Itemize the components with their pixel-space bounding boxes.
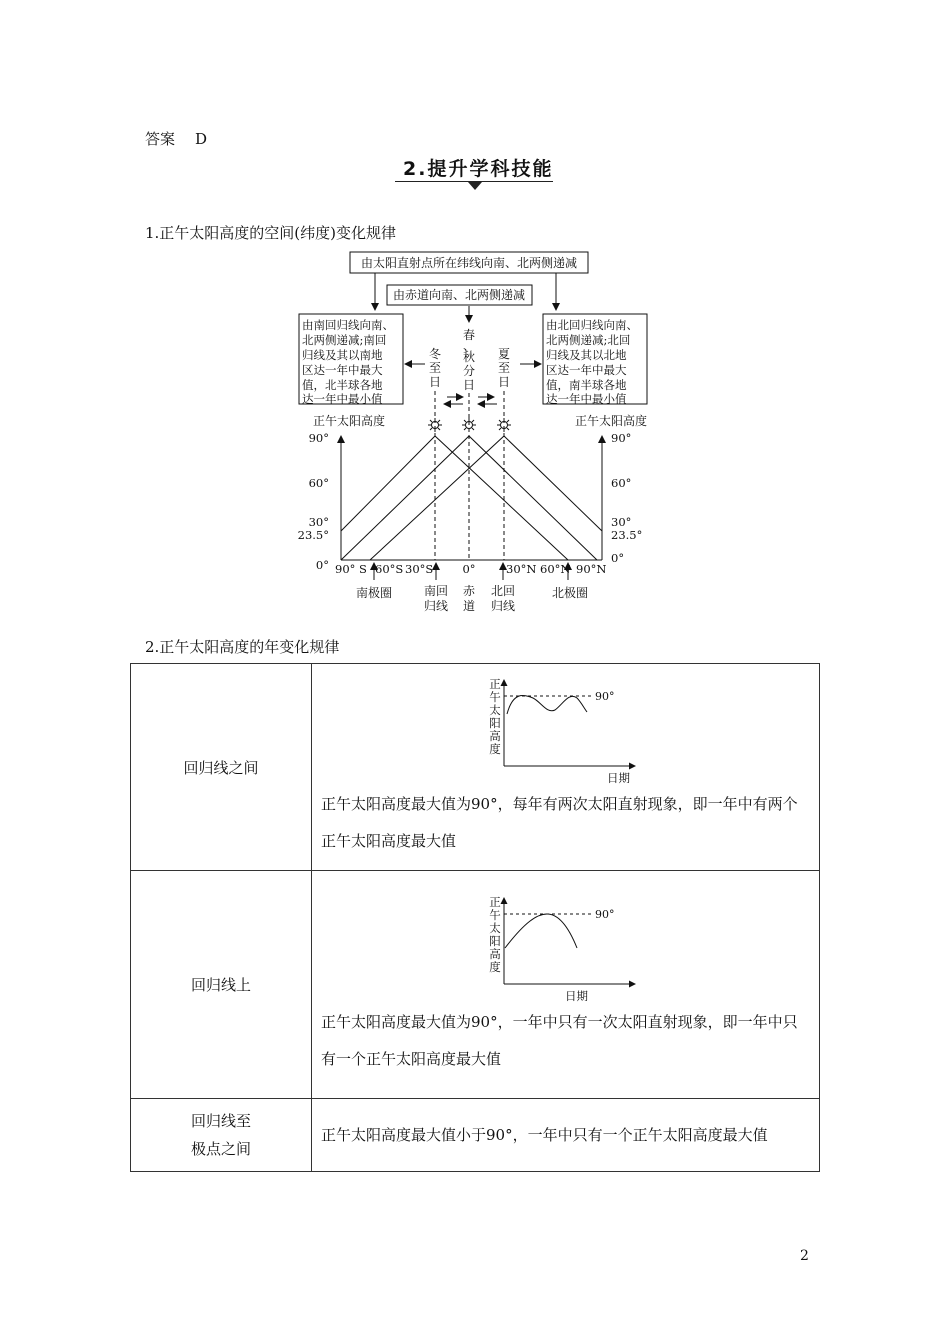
left-box-text [302, 318, 394, 406]
svg-text:高: 高 [489, 729, 501, 743]
axis-title-left: 正午太阳高度 [313, 414, 386, 428]
svg-text:归线: 归线 [490, 599, 516, 613]
svg-text:90°N: 90°N [576, 562, 607, 576]
summer-solstice-label [498, 347, 510, 389]
axis-title-right: 正午太阳高度 [575, 414, 648, 428]
svg-text:秋: 秋 [462, 350, 476, 364]
svg-text:值，北半球各地: 值，北半球各地 [302, 378, 383, 392]
annual-variation-table [130, 663, 820, 1172]
svg-text:冬: 冬 [428, 347, 442, 361]
svg-text:分: 分 [462, 364, 476, 378]
svg-text:南回: 南回 [423, 584, 449, 598]
svg-text:阳: 阳 [489, 716, 501, 730]
svg-text:30°N: 30°N [506, 562, 537, 576]
svg-text:90° S: 90° S [335, 562, 367, 576]
region-cell: 回归线至 极点之间 [131, 1099, 312, 1172]
mid-box-text: 由赤道向南、北两侧递减 [392, 288, 526, 302]
right-box-text [546, 318, 638, 406]
svg-text:南极圈: 南极圈 [355, 586, 393, 600]
svg-text:60°: 60° [611, 476, 632, 490]
annual-chart-on-tropic [485, 892, 645, 1004]
svg-text:由南回归线向南、: 由南回归线向南、 [302, 318, 394, 332]
svg-text:由北回归线向南、: 由北回归线向南、 [546, 318, 638, 332]
noon-altitude-lines [341, 436, 602, 560]
description-cell [312, 871, 820, 1099]
region-cell: 回归线之间 [131, 664, 312, 871]
svg-text:春: 春 [462, 328, 476, 342]
svg-text:日: 日 [462, 378, 476, 392]
answer-value: D [195, 130, 208, 148]
description-text: 正午太阳高度最大值小于90°，一年中只有一个正午太阳高度最大值 [321, 1126, 768, 1144]
svg-text:北回: 北回 [490, 584, 516, 598]
svg-text:日: 日 [428, 375, 442, 389]
svg-text:、: 、 [462, 339, 476, 353]
svg-text:日期: 日期 [565, 988, 588, 1003]
annual-chart-between-tropics [485, 674, 645, 786]
dashed-guides [435, 391, 504, 560]
svg-text:90°: 90° [595, 690, 615, 703]
svg-text:北极圈: 北极圈 [551, 586, 589, 600]
svg-text:午: 午 [489, 907, 501, 922]
top-box-text: 由太阳直射点所在纬线向南、北两侧递减 [360, 256, 578, 270]
svg-text:日: 日 [497, 375, 511, 389]
svg-text:至: 至 [497, 361, 511, 375]
svg-text:归线及其以北地: 归线及其以北地 [546, 348, 627, 362]
svg-text:23.5°: 23.5° [297, 528, 329, 542]
svg-text:23.5°: 23.5° [611, 528, 643, 542]
svg-text:90°: 90° [595, 907, 615, 921]
svg-text:午: 午 [489, 690, 501, 704]
svg-text:道: 道 [462, 599, 476, 613]
description-text: 正午太阳高度最大值为90°，每年有两次太阳直射现象，即一年中有两个正午太阳高度最大值 [321, 795, 798, 850]
page-number: 2 [800, 1248, 809, 1264]
left-y-ticks [298, 431, 329, 572]
svg-text:阳: 阳 [489, 933, 501, 948]
heading-annual-variation: 2.正午太阳高度的年变化规律 [145, 638, 340, 656]
svg-text:区达一年中最大: 区达一年中最大 [302, 363, 383, 377]
svg-text:太: 太 [489, 920, 501, 935]
svg-text:0°: 0° [462, 562, 476, 576]
table-row [131, 871, 820, 1099]
heading-spatial-variation: 1.正午太阳高度的空间(纬度)变化规律 [145, 224, 397, 242]
svg-text:赤: 赤 [462, 584, 476, 598]
description-cell [312, 664, 820, 871]
table-row [131, 1099, 820, 1172]
x-ticks [335, 562, 606, 576]
bottom-labels [356, 583, 588, 613]
svg-text:30°: 30° [611, 515, 632, 529]
equinox-label [463, 328, 475, 392]
svg-text:夏: 夏 [497, 347, 511, 361]
svg-text:北两侧递减;南回: 北两侧递减;南回 [302, 333, 387, 347]
svg-text:0°: 0° [611, 551, 625, 565]
svg-text:区达一年中最大: 区达一年中最大 [546, 363, 627, 377]
svg-text:正: 正 [489, 677, 501, 691]
svg-text:正: 正 [489, 894, 501, 909]
svg-text:0°: 0° [315, 558, 329, 572]
table-row [131, 664, 820, 871]
svg-text:30°S: 30°S [405, 562, 434, 576]
right-y-ticks [611, 431, 642, 565]
svg-text:达一年中最小值: 达一年中最小值 [546, 392, 627, 406]
winter-solstice-label [429, 346, 441, 389]
svg-text:太: 太 [489, 703, 501, 717]
svg-text:日期: 日期 [607, 771, 630, 785]
svg-text:60°: 60° [308, 476, 329, 490]
svg-text:90°: 90° [308, 431, 329, 445]
svg-text:度: 度 [489, 742, 501, 756]
svg-text:高: 高 [489, 946, 501, 961]
description-text: 正午太阳高度最大值为90°，一年中只有一次太阳直射现象，即一年中只有一个正午太阳高度最大值 [321, 1012, 798, 1068]
svg-text:达一年中最小值: 达一年中最小值 [302, 392, 383, 406]
svg-text:90°: 90° [611, 431, 632, 445]
region-cell: 回归线上 [131, 871, 312, 1099]
answer-label: 答案 [145, 130, 176, 148]
svg-text:归线及其以南地: 归线及其以南地 [302, 348, 383, 362]
svg-text:北两侧递减;北回: 北两侧递减;北回 [546, 333, 631, 347]
latitude-variation-diagram [0, 0, 950, 660]
svg-text:60°N: 60°N [540, 562, 571, 576]
svg-text:值，南半球各地: 值，南半球各地 [546, 378, 627, 392]
svg-text:至: 至 [428, 361, 442, 375]
section-title: 2.提升学科技能 [403, 158, 554, 180]
svg-text:30°: 30° [308, 515, 329, 529]
svg-text:60°S: 60°S [375, 562, 404, 576]
svg-text:度: 度 [489, 959, 501, 974]
svg-text:归线: 归线 [423, 599, 449, 613]
description-cell [312, 1099, 820, 1172]
